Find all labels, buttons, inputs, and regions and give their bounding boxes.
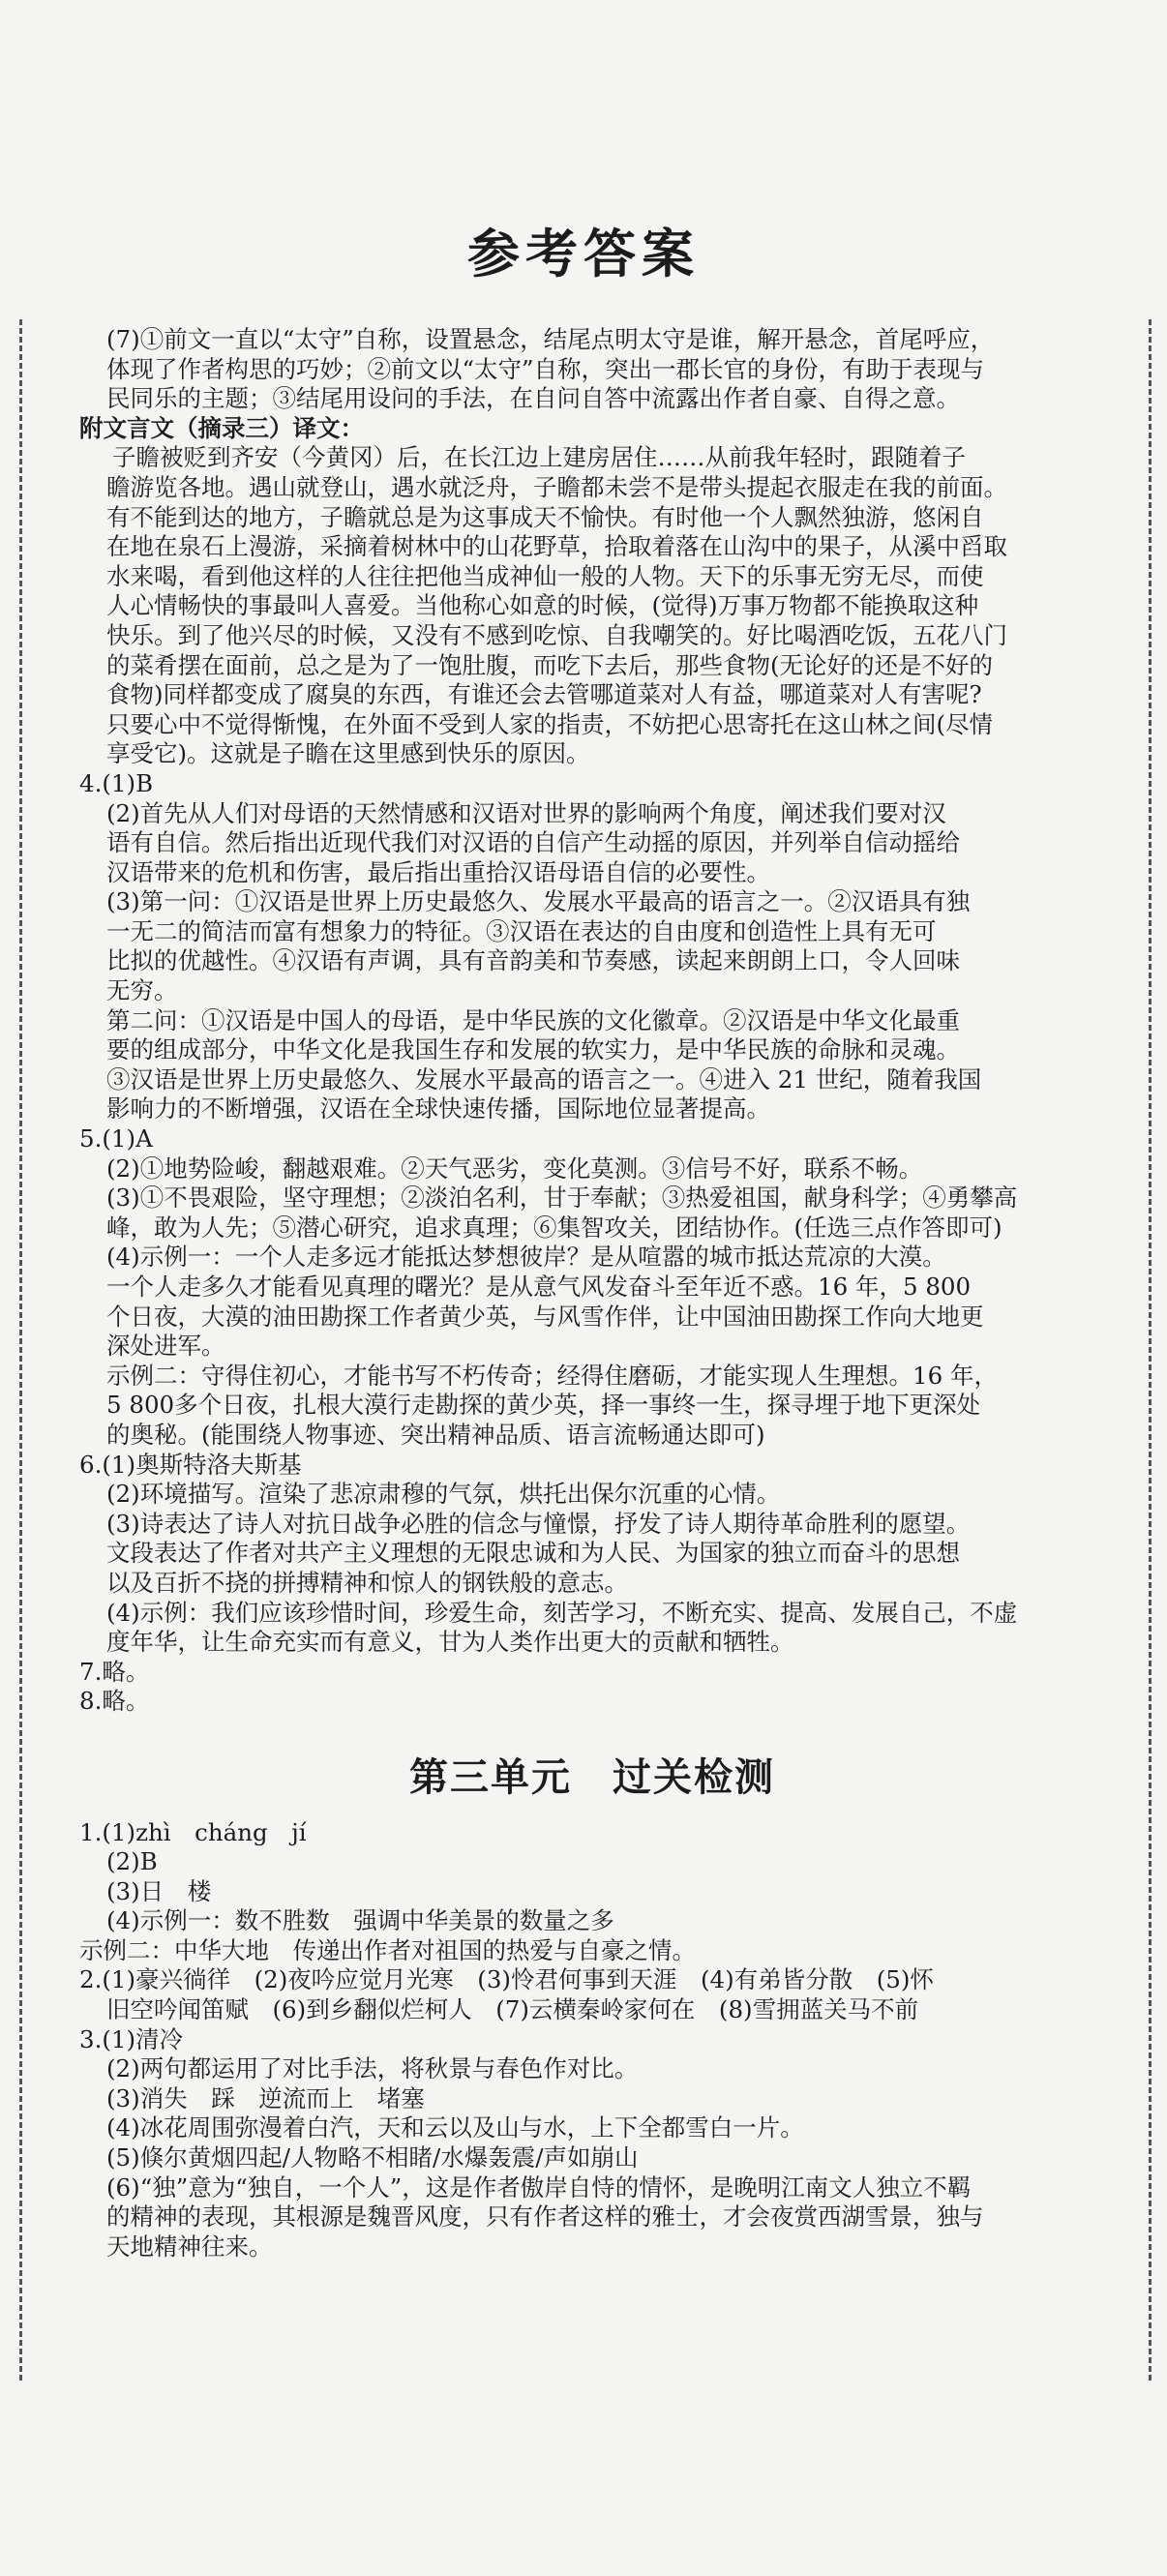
text-line: (2)两句都运用了对比手法，将秋景与春色作对比。: [106, 2054, 639, 2083]
text-line: (4)示例：我们应该珍惜时间，珍爱生命，刻苦学习，不断充实、提高、发展自己，不虚: [106, 1598, 1018, 1627]
text-line: (2)①地势险峻，翻越艰难。②天气恶劣，变化莫测。③信号不好，联系不畅。: [106, 1153, 923, 1183]
text-line: 要的组成部分，中华文化是我国生存和发展的软实力，是中华民族的命脉和灵魂。: [106, 1035, 960, 1064]
text-line: 民同乐的主题；③结尾用设问的手法，在自问自答中流露出作者自豪、自得之意。: [106, 384, 960, 413]
text-line: (3)消失 踩 逆流而上 堵塞: [106, 2083, 425, 2112]
left-dashed-border: [19, 319, 22, 2381]
text-line: 在地在泉石上漫游，采摘着树林中的山花野草，拾取着落在山沟中的果子，从溪中舀取: [106, 532, 1007, 561]
text-line: (2)环境描写。渲染了悲凉肃穆的气氛，烘托出保尔沉重的心情。: [106, 1480, 781, 1509]
text-line: (2)B: [106, 1847, 158, 1876]
text-line: (4)示例一：一个人走多远才能抵达梦想彼岸？是从喧嚣的城市抵达荒凉的大漠。: [106, 1243, 946, 1272]
text-line: 享受它)。这就是子瞻在这里感到快乐的原因。: [106, 739, 590, 768]
answers-part-2: [79, 1818, 1105, 2262]
text-line: 的菜肴摆在面前，总之是为了一饱肚腹，而吃下去后，那些食物(无论好的还是不好的: [106, 650, 994, 679]
section-title: 第三单元 过关检测: [409, 1753, 775, 1800]
text-line: 7.略。: [79, 1657, 150, 1686]
text-line: 以及百折不挠的拼搏精神和惊人的钢铁般的意志。: [106, 1568, 628, 1597]
text-line: 汉语带来的危机和伤害，最后指出重拾汉语母语自信的必要性。: [106, 857, 770, 886]
text-line: (5)倏尔黄烟四起/人物略不相睹/水爆轰震/声如崩山: [106, 2143, 639, 2172]
text-line: 人心情畅快的事最叫人喜爱。当他称心如意的时候，(觉得)万事万物都不能换取这种: [106, 591, 979, 620]
answers-part-1: [79, 325, 1105, 1717]
text-line: (7)①前文一直以“太守”自称，设置悬念，结尾点明太守是谁，解开悬念，首尾呼应，: [106, 325, 995, 353]
text-line: 5 800多个日夜，扎根大漠行走勘探的黄少英，择一事终一生，探寻埋于地下更深处: [106, 1391, 981, 1420]
text-line: 6.(1)奥斯特洛夫斯基: [79, 1450, 302, 1479]
text-line: 文段表达了作者对共产主义理想的无限忠诚和为人民、为国家的独立而奋斗的思想: [106, 1539, 960, 1568]
text-line: 只要心中不觉得惭愧，在外面不受到人家的指责，不妨把心思寄托在这山林之间(尽情: [106, 709, 994, 738]
text-line: (3)第一问：①汉语是世界上历史最悠久、发展水平最高的语言之一。②汉语具有独: [106, 887, 971, 916]
text-line: 水来喝，看到他这样的人往往把他当成神仙一般的人物。天下的乐事无穷无尽，而使: [106, 561, 984, 590]
text-line: 8.略。: [79, 1687, 150, 1716]
text-line: 深处进军。: [106, 1332, 225, 1361]
text-line: (4)示例一：数不胜数 强调中华美景的数量之多: [106, 1906, 614, 1935]
text-line: 附文言文（摘录三）译文：: [79, 413, 364, 442]
text-line: 比拟的优越性。④汉语有声调，具有音韵美和节奏感，读起来朗朗上口，令人回味: [106, 946, 960, 975]
text-line: 的精神的表现，其根源是魏晋风度，只有作者这样的雅士，才会夜赏西湖雪景，独与: [106, 2202, 984, 2232]
text-line: 一个人走多久才能看见真理的曙光？是从意气风发奋斗至年近不惑。16 年，5 800: [106, 1273, 972, 1301]
text-line: 的奥秘。(能围绕人物事迹、突出精神品质、语言流畅通达即可): [106, 1420, 765, 1449]
text-line: 5.(1)A: [79, 1124, 153, 1153]
text-line: 语有自信。然后指出近现代我们对汉语的自信产生动摇的原因，并列举自信动摇给: [106, 828, 960, 857]
text-line: 1.(1)zhì cháng jí: [79, 1817, 307, 1846]
text-line: (2)首先从人们对母语的天然情感和汉语对世界的影响两个角度，阐述我们要对汉: [106, 798, 946, 827]
text-line: 3.(1)清冷: [79, 2024, 184, 2053]
text-line: 度年华，让生命充实而有意义，甘为人类作出更大的贡献和牺牲。: [106, 1628, 794, 1657]
text-line: 有不能到达的地方，子瞻就总是为这事成天不愉快。有时他一个人飘然独游，悠闲自: [106, 502, 984, 531]
text-line: 瞻游览各地。遇山就登山，遇水就泛舟，子瞻都未尝不是带头提起衣服走在我的前面。: [106, 472, 1007, 501]
text-line: 食物)同样都变成了腐臭的东西，有谁还会去管哪道菜对人有益，哪道菜对人有害呢?: [106, 680, 982, 709]
text-line: 影响力的不断增强，汉语在全球快速传播，国际地位显著提高。: [106, 1094, 770, 1123]
right-dashed-border: [1149, 319, 1152, 2381]
page-title: 参考答案: [467, 223, 700, 285]
text-line: 示例二：守得住初心，才能书写不朽传奇；经得住磨砺，才能实现人生理想。16 年，: [106, 1361, 998, 1390]
text-line: 体现了作者构思的巧妙；②前文以“太守”自称，突出一郡长官的身份，有助于表现与: [106, 354, 985, 383]
text-line: ③汉语是世界上历史最悠久、发展水平最高的语言之一。④进入 21 世纪，随着我国: [106, 1064, 982, 1093]
text-line: 4.(1)B: [79, 768, 154, 797]
text-line: 无穷。: [106, 976, 178, 1005]
text-line: 天地精神往来。: [106, 2232, 273, 2261]
text-line: 旧空吟闻笛赋 (6)到乡翻似烂柯人 (7)云横秦岭家何在 (8)雪拥蓝关马不前: [106, 1995, 919, 2024]
text-line: 一无二的简洁而富有想象力的特征。③汉语在表达的自由度和创造性上具有无可: [106, 916, 937, 945]
text-line: 2.(1)豪兴徜徉 (2)夜吟应觉月光寒 (3)怜君何事到天涯 (4)有弟皆分散 (5)怀: [79, 1965, 934, 1994]
text-line: (3)日 楼: [106, 1876, 212, 1905]
text-line: (3)诗表达了诗人对抗日战争必胜的信念与憧憬，抒发了诗人期待革命胜利的愿望。: [106, 1509, 971, 1538]
text-line: 快乐。到了他兴尽的时候，又没有不感到吃惊、自我嘲笑的。好比喝酒吃饭，五花八门: [106, 620, 1007, 649]
text-line: (3)①不畏艰险，坚守理想；②淡泊名利，甘于奉献；③热爱祖国，献身科学；④勇攀高: [106, 1183, 1018, 1213]
text-line: (4)冰花周围弥漫着白汽，天和云以及山与水，上下全都雪白一片。: [106, 2113, 804, 2142]
text-line: 示例二：中华大地 传递出作者对祖国的热爱与自豪之情。: [79, 1935, 696, 1964]
text-line: 第二问：①汉语是中国人的母语，是中华民族的文化徽章。②汉语是中华文化最重: [106, 1005, 960, 1034]
answer-content: [79, 325, 1105, 2261]
text-line: 个日夜，大漠的油田勘探工作者黄少英，与风雪作伴，让中国油田勘探工作向大地更: [106, 1302, 984, 1331]
text-line: 峰，敢为人先；⑤潜心研究，追求真理；⑥集智攻关，团结协作。(任选三点作答即可): [106, 1213, 1002, 1242]
text-line: 子瞻被贬到齐安（今黄冈）后，在长江边上建房居住……从前我年轻时，跟随着子: [112, 443, 966, 472]
text-line: (6)“独”意为“独自，一个人”，这是作者傲岸自恃的情怀，是晚明江南文人独立不羁: [106, 2172, 972, 2202]
